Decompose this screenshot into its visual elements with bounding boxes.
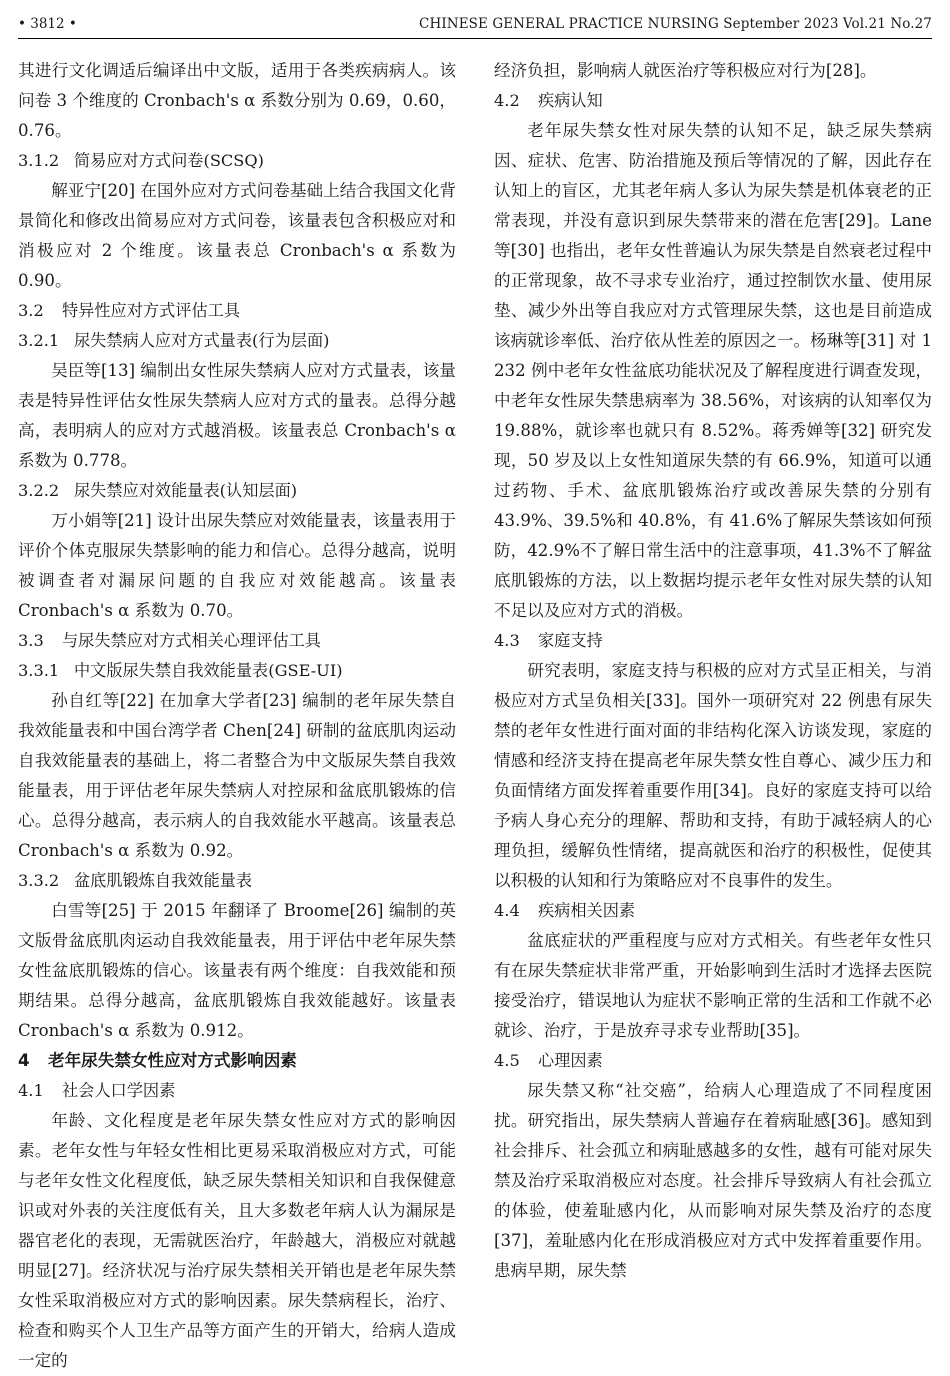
running-header bbox=[18, 10, 932, 39]
heading-3-3-2: 3.3.2 盆底肌锻炼自我效能量表 bbox=[18, 871, 253, 890]
paragraph: 研究表明，家庭支持与积极的应对方式呈正相关，与消极应对方式呈负相关[33]。国外一项研究对 22 例患有尿失禁的老年女性进行面对面的非结构化深入访谈发现，家庭的情感和经济支持在提高老年尿失禁女性自尊心、减少压力和负面情绪方面发挥着重要作用[34]。良好的家庭支持可以给予病人身心充分的理解、帮助和支持，有助于减轻病人的心理负担，缓解负性情绪，提高就医和治疗的积极性，促使其以积极的认知和行为策略应对不良事件的发生。 bbox=[494, 661, 932, 890]
heading-3-3: 3.3 与尿失禁应对方式相关心理评估工具 bbox=[18, 631, 321, 650]
paragraph: 经济负担，影响病人就医治疗等积极应对行为[28]。 bbox=[494, 61, 877, 80]
heading-4: 4 老年尿失禁女性应对方式影响因素 bbox=[18, 1051, 297, 1070]
heading-4-2: 4.2 疾病认知 bbox=[494, 91, 603, 110]
heading-4-3: 4.3 家庭支持 bbox=[494, 631, 603, 650]
paragraph: 万小娟等[21] 设计出尿失禁应对效能量表，该量表用于评价个体克服尿失禁影响的能力和信心。总得分越高，说明被调查者对漏尿问题的自我应对效能越高。该量表 Cronbach's α 系数为 0.70。 bbox=[18, 511, 456, 620]
paragraph: 尿失禁又称“社交癌”，给病人心理造成了不同程度困扰。研究指出，尿失禁病人普遍存在着病耻感[36]。感知到社会排斥、社会孤立和病耻感越多的女性，越有可能对尿失禁及治疗采取消极应对态度。社会排斥导致病人有社会孤立的体验，使羞耻感内化，从而影响对尿失禁及治疗的态度[37]，羞耻感内化在形成消极应对方式中发挥着重要作用。患病早期，尿失禁 bbox=[494, 1081, 932, 1280]
heading-3-2-2: 3.2.2 尿失禁应对效能量表(认知层面) bbox=[18, 481, 298, 500]
heading-3-1-2: 3.1.2 简易应对方式问卷(SCSQ) bbox=[18, 151, 264, 170]
paragraph: 其进行文化调适后编译出中文版，适用于各类疾病病人。该问卷 3 个维度的 Cronbach's α 系数分别为 0.69，0.60，0.76。 bbox=[18, 61, 456, 140]
paragraph: 孙自红等[22] 在加拿大学者[23] 编制的老年尿失禁自我效能量表和中国台湾学者 Chen[24] 研制的盆底肌肉运动自我效能量表的基础上，将二者整合为中文版尿失禁自我效能量表，用于评估老年尿失禁病人对控尿和盆底肌锻炼的信心。总得分越高，表示病人的自我效能水平越高。该量表总 Cronbach's α 系数为 0.92。 bbox=[18, 691, 456, 860]
heading-3-2-1: 3.2.1 尿失禁病人应对方式量表(行为层面) bbox=[18, 331, 330, 350]
right-column bbox=[494, 56, 932, 1286]
heading-4-4: 4.4 疾病相关因素 bbox=[494, 901, 636, 920]
heading-3-3-1: 3.3.1 中文版尿失禁自我效能量表(GSE-UI) bbox=[18, 661, 343, 680]
paragraph: 吴臣等[13] 编制出女性尿失禁病人应对方式量表，该量表是特异性评估女性尿失禁病人应对方式的量表。总得分越高，表明病人的应对方式越消极。该量表总 Cronbach's α 系数为 0.778。 bbox=[18, 361, 456, 470]
journal-info: CHINESE GENERAL PRACTICE NURSING September 2023 Vol.21 No.27 bbox=[419, 16, 932, 32]
paragraph: 白雪等[25] 于 2015 年翻译了 Broome[26] 编制的英文版骨盆底肌肉运动自我效能量表，用于评估中老年尿失禁女性盆底肌锻炼的信心。该量表有两个维度：自我效能和预期结果。总得分越高，盆底肌锻炼自我效能越好。该量表 Cronbach's α 系数为 0.912。 bbox=[18, 901, 456, 1040]
paragraph: 解亚宁[20] 在国外应对方式问卷基础上结合我国文化背景简化和修改出简易应对方式问卷，该量表包含积极应对和消极应对 2 个维度。该量表总 Cronbach's α 系数为 0.90。 bbox=[18, 181, 456, 290]
paragraph: 老年尿失禁女性对尿失禁的认知不足，缺乏尿失禁病因、症状、危害、防治措施及预后等情况的了解，因此存在认知上的盲区，尤其老年病人多认为尿失禁是机体衰老的正常表现，并没有意识到尿失禁带来的潜在危害[29]。Lane 等[30] 也指出，老年女性普遍认为尿失禁是自然衰老过程中的正常现象，故不寻求专业治疗，通过控制饮水量、使用尿垫、减少外出等自我应对方式管理尿失禁，这也是目前造成该病就诊率低、治疗依从性差的原因之一。杨琳等[31] 对 1 232 例中老年女性盆底功能状况及了解程度进行调查发现，中老年女性尿失禁患病率为 38.56%，对该病的认知率仅为 19.88%，就诊率也就只有 8.52%。蒋秀婵等[32] 研究发现，50 岁及以上女性知道尿失禁的有 66.9%，知道可以通过药物、手术、盆底肌锻炼治疗或改善尿失禁的分别有 43.9%、39.5%和 40.8%，有 41.6%了解尿失禁该如何预防，42.9%不了解日常生活中的注意事项，41.3%不了解盆底肌锻炼的方法，以上数据均提示老年女性对尿失禁的认知不足以及应对方式的消极。 bbox=[494, 121, 932, 620]
paragraph: 年龄、文化程度是老年尿失禁女性应对方式的影响因素。老年女性与年轻女性相比更易采取消极应对方式，可能与老年女性文化程度低，缺乏尿失禁相关知识和自我保健意识或对外表的关注度低有关，且大多数老年病人认为漏尿是器官老化的表现，无需就医治疗，年龄越大，消极应对就越明显[27]。经济状况与治疗尿失禁相关开销也是老年尿失禁女性采取消极应对方式的影响因素。尿失禁病程长，治疗、检查和购买个人卫生产品等方面产生的开销大，给病人造成一定的 bbox=[18, 1111, 456, 1370]
left-column bbox=[18, 56, 456, 1376]
heading-4-5: 4.5 心理因素 bbox=[494, 1051, 603, 1070]
paragraph: 盆底症状的严重程度与应对方式相关。有些老年女性只有在尿失禁症状非常严重，开始影响到生活时才选择去医院接受治疗，错误地认为症状不影响正常的生活和工作就不必就诊、治疗，于是放弃寻求专业帮助[35]。 bbox=[494, 931, 932, 1040]
heading-3-2: 3.2 特异性应对方式评估工具 bbox=[18, 301, 241, 320]
page-number: • 3812 • bbox=[18, 16, 77, 32]
heading-4-1: 4.1 社会人口学因素 bbox=[18, 1081, 176, 1100]
